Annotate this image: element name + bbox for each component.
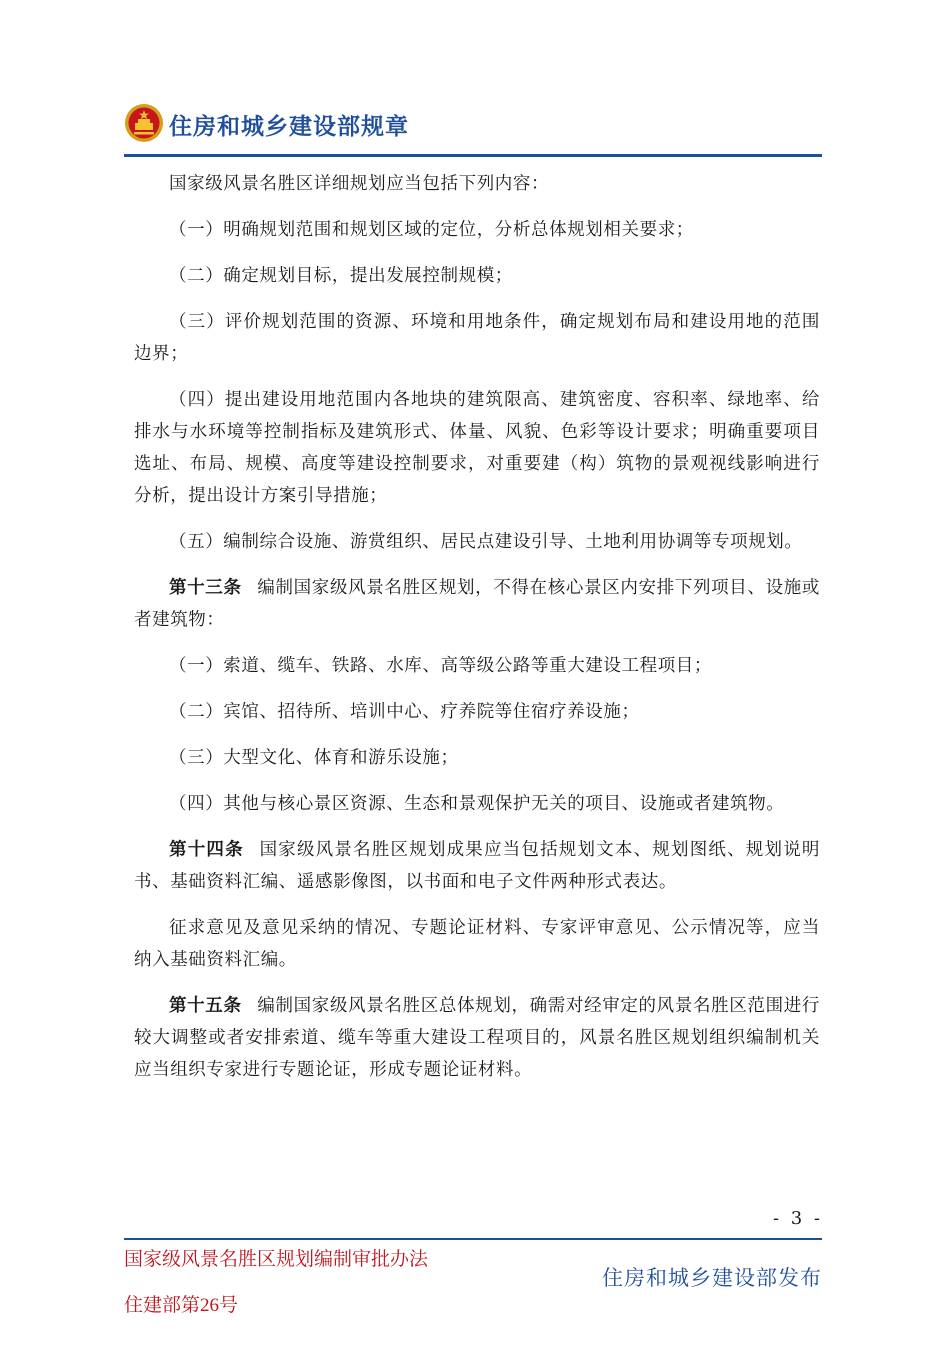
document-title: 国家级风景名胜区规划编制审批办法 — [124, 1249, 429, 1270]
paragraph-text: （五）编制综合设施、游赏组织、居民点建设引导、土地利用协调等专项规划。 — [169, 532, 803, 552]
paragraph-text: 国家级风景名胜区详细规划应当包括下列内容： — [169, 174, 550, 194]
paragraph-text: （二）确定规划目标，提出发展控制规模； — [169, 266, 513, 286]
regulation-body — [134, 168, 820, 1100]
paragraph-text: 国家级风景名胜区规划成果应当包括规划文本、规划图纸、规划说明书、基础资料汇编、遥感影像图，以书面和电子文件两种形式表达。 — [134, 840, 820, 892]
document-number: 住建部第26号 — [124, 1295, 239, 1316]
paragraph-text: （一）索道、缆车、铁路、水库、高等级公路等重大建设工程项目； — [169, 656, 712, 676]
paragraph — [134, 650, 820, 682]
article-paragraph — [134, 834, 820, 898]
national-emblem-icon — [124, 103, 164, 143]
page-number: - 3 - — [772, 1208, 823, 1229]
paragraph-text: 编制国家级风景名胜区规划，不得在核心景区内安排下列项目、设施或者建筑物： — [134, 578, 820, 630]
paragraph-text: （三）大型文化、体育和游乐设施； — [169, 748, 459, 768]
paragraph — [134, 912, 820, 976]
header-divider — [124, 154, 822, 157]
publisher: 住房和城乡建设部发布 — [602, 1266, 822, 1290]
paragraph — [134, 696, 820, 728]
article-number: 第十四条 — [169, 840, 244, 860]
paragraph — [134, 788, 820, 820]
article-paragraph — [134, 990, 820, 1086]
paragraph — [134, 260, 820, 292]
paragraph-text: （四）提出建设用地范围内各地块的建筑限高、建筑密度、容积率、绿地率、给排水与水环境等控制指标及建筑形式、体量、风貌、色彩等设计要求；明确重要项目选址、布局、规模、高度等建设控制要求，对重要建（构）筑物的景观视线影响进行分析，提出设计方案引导措施； — [134, 390, 820, 506]
paragraph-text: （三）评价规划范围的资源、环境和用地条件，确定规划布局和建设用地的范围边界； — [134, 312, 820, 364]
header-title: 住房和城乡建设部规章 — [169, 114, 409, 140]
article-number: 第十三条 — [169, 578, 242, 598]
paragraph-text: （四）其他与核心景区资源、生态和景观保护无关的项目、设施或者建筑物。 — [169, 794, 785, 814]
article-paragraph — [134, 572, 820, 636]
paragraph — [134, 742, 820, 774]
paragraph — [134, 168, 820, 200]
paragraph-text: （一）明确规划范围和规划区域的定位，分析总体规划相关要求； — [169, 220, 694, 240]
paragraph-text: 征求意见及意见采纳的情况、专题论证材料、专家评审意见、公示情况等，应当纳入基础资料汇编。 — [134, 918, 820, 970]
paragraph — [134, 214, 820, 246]
paragraph-text: 编制国家级风景名胜区总体规划，确需对经审定的风景名胜区范围进行较大调整或者安排索道、缆车等重大建设工程项目的，风景名胜区规划组织编制机关应当组织专家进行专题论证，形成专题论证材料。 — [134, 996, 820, 1080]
page-header — [124, 100, 822, 158]
article-number: 第十五条 — [169, 996, 242, 1016]
paragraph — [134, 384, 820, 512]
paragraph-text: （二）宾馆、招待所、培训中心、疗养院等住宿疗养设施； — [169, 702, 640, 722]
paragraph — [134, 526, 820, 558]
paragraph — [134, 306, 820, 370]
footer-divider — [124, 1238, 822, 1240]
